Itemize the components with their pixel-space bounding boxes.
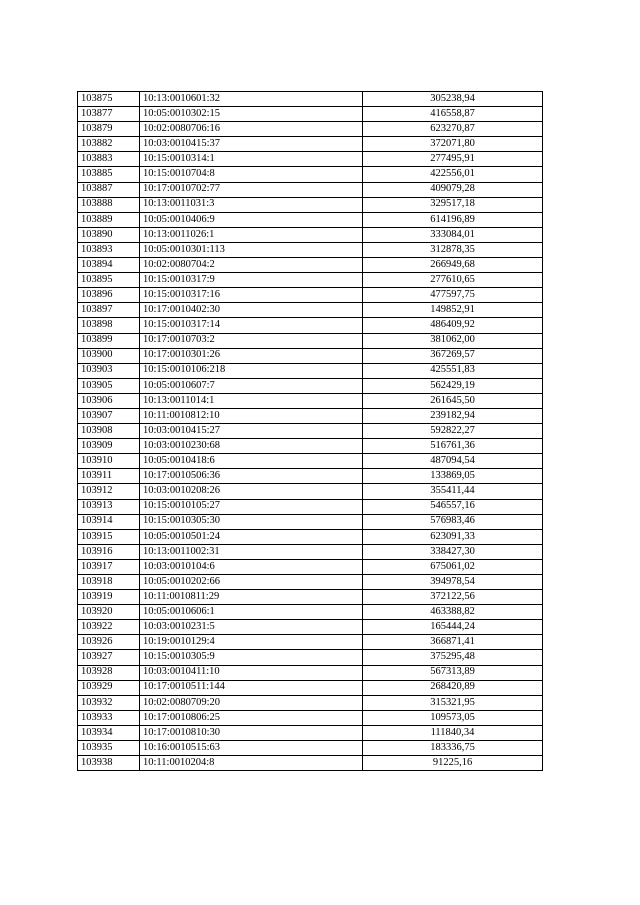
cadastral-number-cell: 10:13:0011026:1: [140, 227, 363, 242]
row-id-cell: 103877: [78, 107, 140, 122]
table-row: [78, 92, 543, 107]
cadastral-number-cell: 10:15:0010105:27: [140, 499, 363, 514]
row-id-cell: 103887: [78, 182, 140, 197]
cadastral-number-cell: 10:19:0010129:4: [140, 635, 363, 650]
amount-cell: 372122,56: [363, 590, 543, 605]
row-id-cell: 103883: [78, 152, 140, 167]
row-id-cell: 103906: [78, 393, 140, 408]
table-row: [78, 665, 543, 680]
row-id-cell: 103910: [78, 454, 140, 469]
amount-cell: 149852,91: [363, 303, 543, 318]
cadastral-number-cell: 10:15:0010317:14: [140, 318, 363, 333]
row-id-cell: 103919: [78, 590, 140, 605]
amount-cell: 567313,89: [363, 665, 543, 680]
cadastral-number-cell: 10:05:0010301:113: [140, 242, 363, 257]
amount-cell: 623270,87: [363, 122, 543, 137]
table-row: [78, 680, 543, 695]
cadastral-number-cell: 10:03:0010415:37: [140, 137, 363, 152]
row-id-cell: 103909: [78, 439, 140, 454]
cadastral-number-cell: 10:03:0010230:68: [140, 439, 363, 454]
amount-cell: 375295,48: [363, 650, 543, 665]
table-row: [78, 499, 543, 514]
table-row: [78, 605, 543, 620]
amount-cell: 477597,75: [363, 288, 543, 303]
cadastral-number-cell: 10:17:0010506:36: [140, 469, 363, 484]
table-row: [78, 514, 543, 529]
amount-cell: 338427,30: [363, 544, 543, 559]
amount-cell: 355411,44: [363, 484, 543, 499]
table-row: [78, 107, 543, 122]
cadastral-number-cell: 10:16:0010515:63: [140, 741, 363, 756]
table-row: [78, 122, 543, 137]
cadastral-number-cell: 10:17:0010806:25: [140, 710, 363, 725]
row-id-cell: 103893: [78, 242, 140, 257]
row-id-cell: 103894: [78, 258, 140, 273]
row-id-cell: 103935: [78, 741, 140, 756]
row-id-cell: 103934: [78, 725, 140, 740]
amount-cell: 675061,02: [363, 559, 543, 574]
amount-cell: 516761,36: [363, 439, 543, 454]
amount-cell: 315321,95: [363, 695, 543, 710]
table-row: [78, 756, 543, 771]
cadastral-number-cell: 10:05:0010607:7: [140, 378, 363, 393]
table-row: [78, 590, 543, 605]
row-id-cell: 103896: [78, 288, 140, 303]
amount-cell: 111840,34: [363, 725, 543, 740]
table-row: [78, 695, 543, 710]
table-row: [78, 650, 543, 665]
row-id-cell: 103915: [78, 529, 140, 544]
table-row: [78, 363, 543, 378]
row-id-cell: 103920: [78, 605, 140, 620]
cadastral-number-cell: 10:11:0010204:8: [140, 756, 363, 771]
amount-cell: 422556,01: [363, 167, 543, 182]
row-id-cell: 103913: [78, 499, 140, 514]
amount-cell: 623091,33: [363, 529, 543, 544]
cadastral-number-cell: 10:17:0010301:26: [140, 348, 363, 363]
amount-cell: 487094,54: [363, 454, 543, 469]
table-row: [78, 529, 543, 544]
table-row: [78, 454, 543, 469]
cadastral-number-cell: 10:05:0010202:66: [140, 575, 363, 590]
amount-cell: 266949,68: [363, 258, 543, 273]
amount-cell: 183336,75: [363, 741, 543, 756]
row-id-cell: 103928: [78, 665, 140, 680]
table-row: [78, 333, 543, 348]
row-id-cell: 103933: [78, 710, 140, 725]
row-id-cell: 103914: [78, 514, 140, 529]
cadastral-number-cell: 10:17:0010702:77: [140, 182, 363, 197]
row-id-cell: 103879: [78, 122, 140, 137]
table-row: [78, 469, 543, 484]
table-row: [78, 575, 543, 590]
table-row: [78, 378, 543, 393]
table-row: [78, 484, 543, 499]
row-id-cell: 103888: [78, 197, 140, 212]
amount-cell: 277495,91: [363, 152, 543, 167]
row-id-cell: 103927: [78, 650, 140, 665]
cadastral-number-cell: 10:05:0010606:1: [140, 605, 363, 620]
cadastral-number-cell: 10:17:0010402:30: [140, 303, 363, 318]
table-row: [78, 741, 543, 756]
row-id-cell: 103899: [78, 333, 140, 348]
cadastral-number-cell: 10:17:0010703:2: [140, 333, 363, 348]
cadastral-number-cell: 10:03:0010208:26: [140, 484, 363, 499]
amount-cell: 562429,19: [363, 378, 543, 393]
row-id-cell: 103938: [78, 756, 140, 771]
row-id-cell: 103926: [78, 635, 140, 650]
amount-cell: 329517,18: [363, 197, 543, 212]
amount-cell: 614196,89: [363, 212, 543, 227]
table-row: [78, 544, 543, 559]
table-row: [78, 137, 543, 152]
table-row: [78, 559, 543, 574]
table-row: [78, 212, 543, 227]
row-id-cell: 103885: [78, 167, 140, 182]
table-row: [78, 393, 543, 408]
amount-cell: 133869,05: [363, 469, 543, 484]
amount-cell: 546557,16: [363, 499, 543, 514]
cadastral-number-cell: 10:02:0080704:2: [140, 258, 363, 273]
table-row: [78, 182, 543, 197]
cadastral-number-cell: 10:05:0010302:15: [140, 107, 363, 122]
table-row: [78, 288, 543, 303]
amount-cell: 409079,28: [363, 182, 543, 197]
cadastral-number-cell: 10:03:0010411:10: [140, 665, 363, 680]
cadastral-value-table: [77, 91, 543, 771]
cadastral-number-cell: 10:15:0010106:218: [140, 363, 363, 378]
cadastral-number-cell: 10:05:0010501:24: [140, 529, 363, 544]
cadastral-number-cell: 10:15:0010314:1: [140, 152, 363, 167]
table-row: [78, 348, 543, 363]
amount-cell: 268420,89: [363, 680, 543, 695]
amount-cell: 91225,16: [363, 756, 543, 771]
cadastral-number-cell: 10:15:0010317:9: [140, 273, 363, 288]
table-row: [78, 258, 543, 273]
table-row: [78, 725, 543, 740]
amount-cell: 109573,05: [363, 710, 543, 725]
row-id-cell: 103918: [78, 575, 140, 590]
table-row: [78, 227, 543, 242]
amount-cell: 333084,01: [363, 227, 543, 242]
amount-cell: 367269,57: [363, 348, 543, 363]
cadastral-number-cell: 10:03:0010415:27: [140, 424, 363, 439]
row-id-cell: 103900: [78, 348, 140, 363]
amount-cell: 261645,50: [363, 393, 543, 408]
amount-cell: 381062,00: [363, 333, 543, 348]
amount-cell: 372071,80: [363, 137, 543, 152]
amount-cell: 394978,54: [363, 575, 543, 590]
row-id-cell: 103897: [78, 303, 140, 318]
cadastral-number-cell: 10:17:0010810:30: [140, 725, 363, 740]
amount-cell: 312878,35: [363, 242, 543, 257]
amount-cell: 277610,65: [363, 273, 543, 288]
amount-cell: 463388,82: [363, 605, 543, 620]
table-row: [78, 167, 543, 182]
cadastral-number-cell: 10:13:0010601:32: [140, 92, 363, 107]
table-body: [78, 92, 543, 771]
cadastral-number-cell: 10:13:0011002:31: [140, 544, 363, 559]
amount-cell: 305238,94: [363, 92, 543, 107]
amount-cell: 592822,27: [363, 424, 543, 439]
row-id-cell: 103917: [78, 559, 140, 574]
row-id-cell: 103903: [78, 363, 140, 378]
row-id-cell: 103907: [78, 408, 140, 423]
cadastral-number-cell: 10:13:0011031:3: [140, 197, 363, 212]
row-id-cell: 103905: [78, 378, 140, 393]
row-id-cell: 103890: [78, 227, 140, 242]
amount-cell: 239182,94: [363, 408, 543, 423]
cadastral-number-cell: 10:11:0010812:10: [140, 408, 363, 423]
table-row: [78, 424, 543, 439]
amount-cell: 425551,83: [363, 363, 543, 378]
cadastral-number-cell: 10:05:0010418:6: [140, 454, 363, 469]
row-id-cell: 103932: [78, 695, 140, 710]
amount-cell: 576983,46: [363, 514, 543, 529]
cadastral-number-cell: 10:11:0010811:29: [140, 590, 363, 605]
amount-cell: 366871,41: [363, 635, 543, 650]
row-id-cell: 103912: [78, 484, 140, 499]
table-row: [78, 408, 543, 423]
table-row: [78, 152, 543, 167]
cadastral-number-cell: 10:15:0010317:16: [140, 288, 363, 303]
cadastral-number-cell: 10:05:0010406:9: [140, 212, 363, 227]
table-row: [78, 242, 543, 257]
row-id-cell: 103898: [78, 318, 140, 333]
cadastral-number-cell: 10:15:0010704:8: [140, 167, 363, 182]
amount-cell: 416558,87: [363, 107, 543, 122]
row-id-cell: 103929: [78, 680, 140, 695]
amount-cell: 165444,24: [363, 620, 543, 635]
table-row: [78, 303, 543, 318]
cadastral-number-cell: 10:02:0080709:20: [140, 695, 363, 710]
table-row: [78, 439, 543, 454]
amount-cell: 486409,92: [363, 318, 543, 333]
cadastral-number-cell: 10:15:0010305:9: [140, 650, 363, 665]
row-id-cell: 103875: [78, 92, 140, 107]
row-id-cell: 103882: [78, 137, 140, 152]
row-id-cell: 103922: [78, 620, 140, 635]
table-row: [78, 318, 543, 333]
table-row: [78, 620, 543, 635]
row-id-cell: 103916: [78, 544, 140, 559]
row-id-cell: 103908: [78, 424, 140, 439]
row-id-cell: 103895: [78, 273, 140, 288]
row-id-cell: 103889: [78, 212, 140, 227]
table-row: [78, 710, 543, 725]
table-row: [78, 635, 543, 650]
cadastral-number-cell: 10:17:0010511:144: [140, 680, 363, 695]
table-row: [78, 197, 543, 212]
cadastral-number-cell: 10:03:0010231:5: [140, 620, 363, 635]
cadastral-number-cell: 10:13:0011014:1: [140, 393, 363, 408]
cadastral-number-cell: 10:02:0080706:16: [140, 122, 363, 137]
row-id-cell: 103911: [78, 469, 140, 484]
table-row: [78, 273, 543, 288]
cadastral-number-cell: 10:15:0010305:30: [140, 514, 363, 529]
cadastral-number-cell: 10:03:0010104:6: [140, 559, 363, 574]
